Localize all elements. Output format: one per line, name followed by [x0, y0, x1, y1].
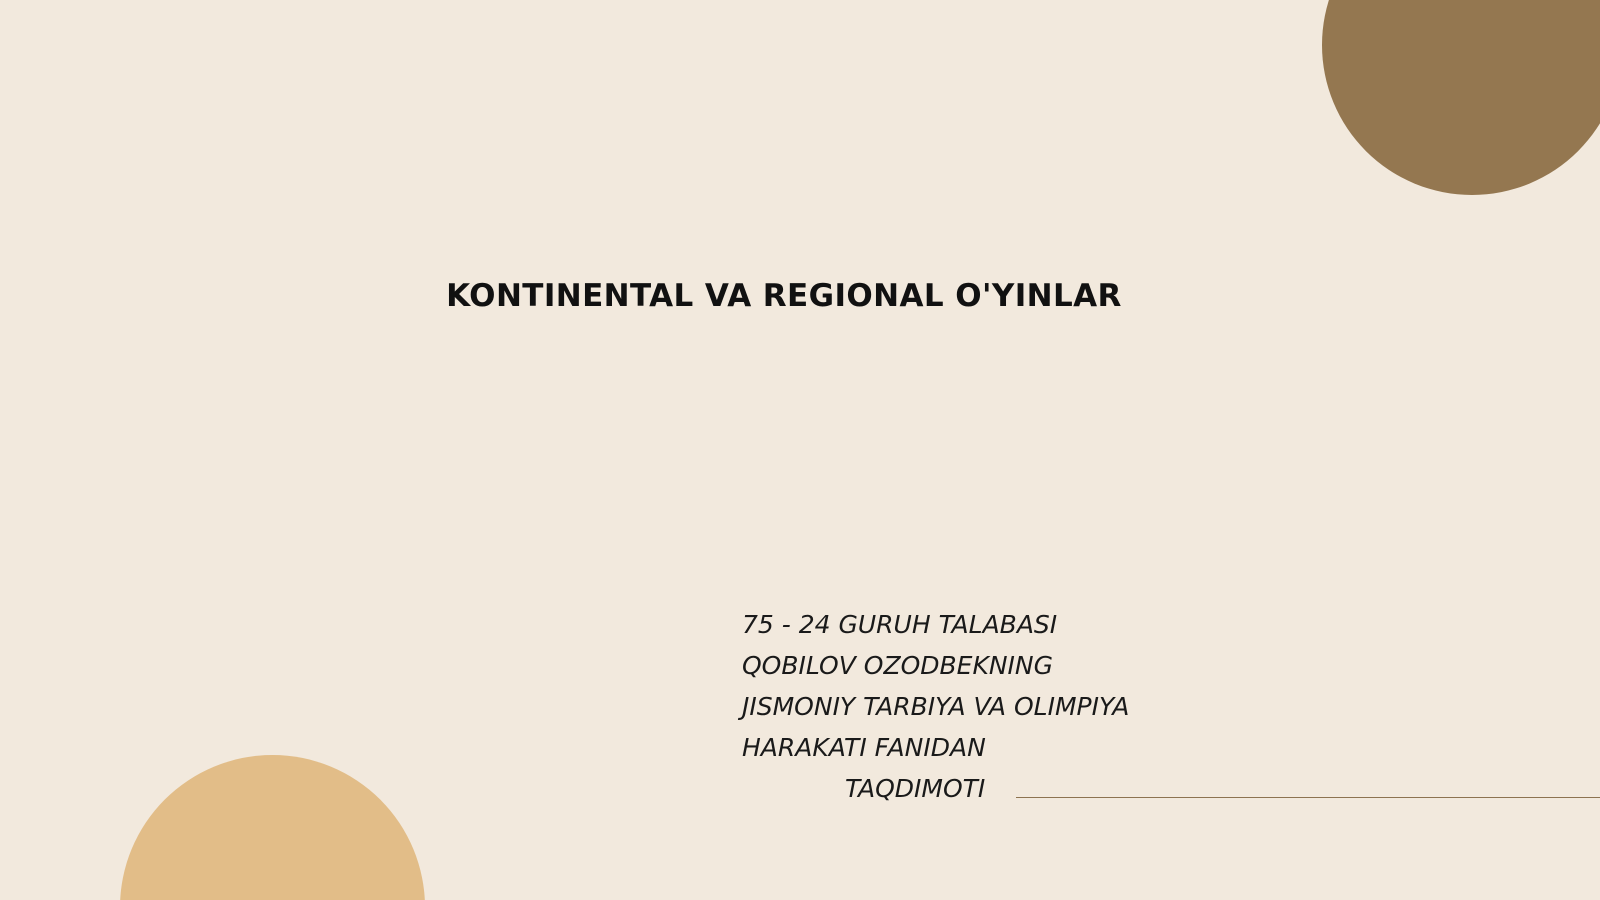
slide-subtitle — [742, 604, 1342, 809]
subtitle-line-1: 75 - 24 GURUH TALABASI — [742, 610, 1058, 639]
subtitle-line-5: TAQDIMOTI — [845, 774, 986, 803]
subtitle-line-2: QOBILOV OZODBEKNING — [742, 651, 1053, 680]
decorative-circle-top-right — [1322, 0, 1600, 195]
subtitle-line-4: HARAKATI FANIDAN — [742, 733, 986, 762]
decorative-circle-bottom-left — [120, 755, 425, 900]
accent-divider — [1016, 797, 1600, 798]
subtitle-line-3: JISMONIY TARBIYA VA OLIMPIYA — [742, 692, 1130, 721]
slide-title: KONTINENTAL VA REGIONAL O'YINLAR — [446, 278, 1122, 314]
